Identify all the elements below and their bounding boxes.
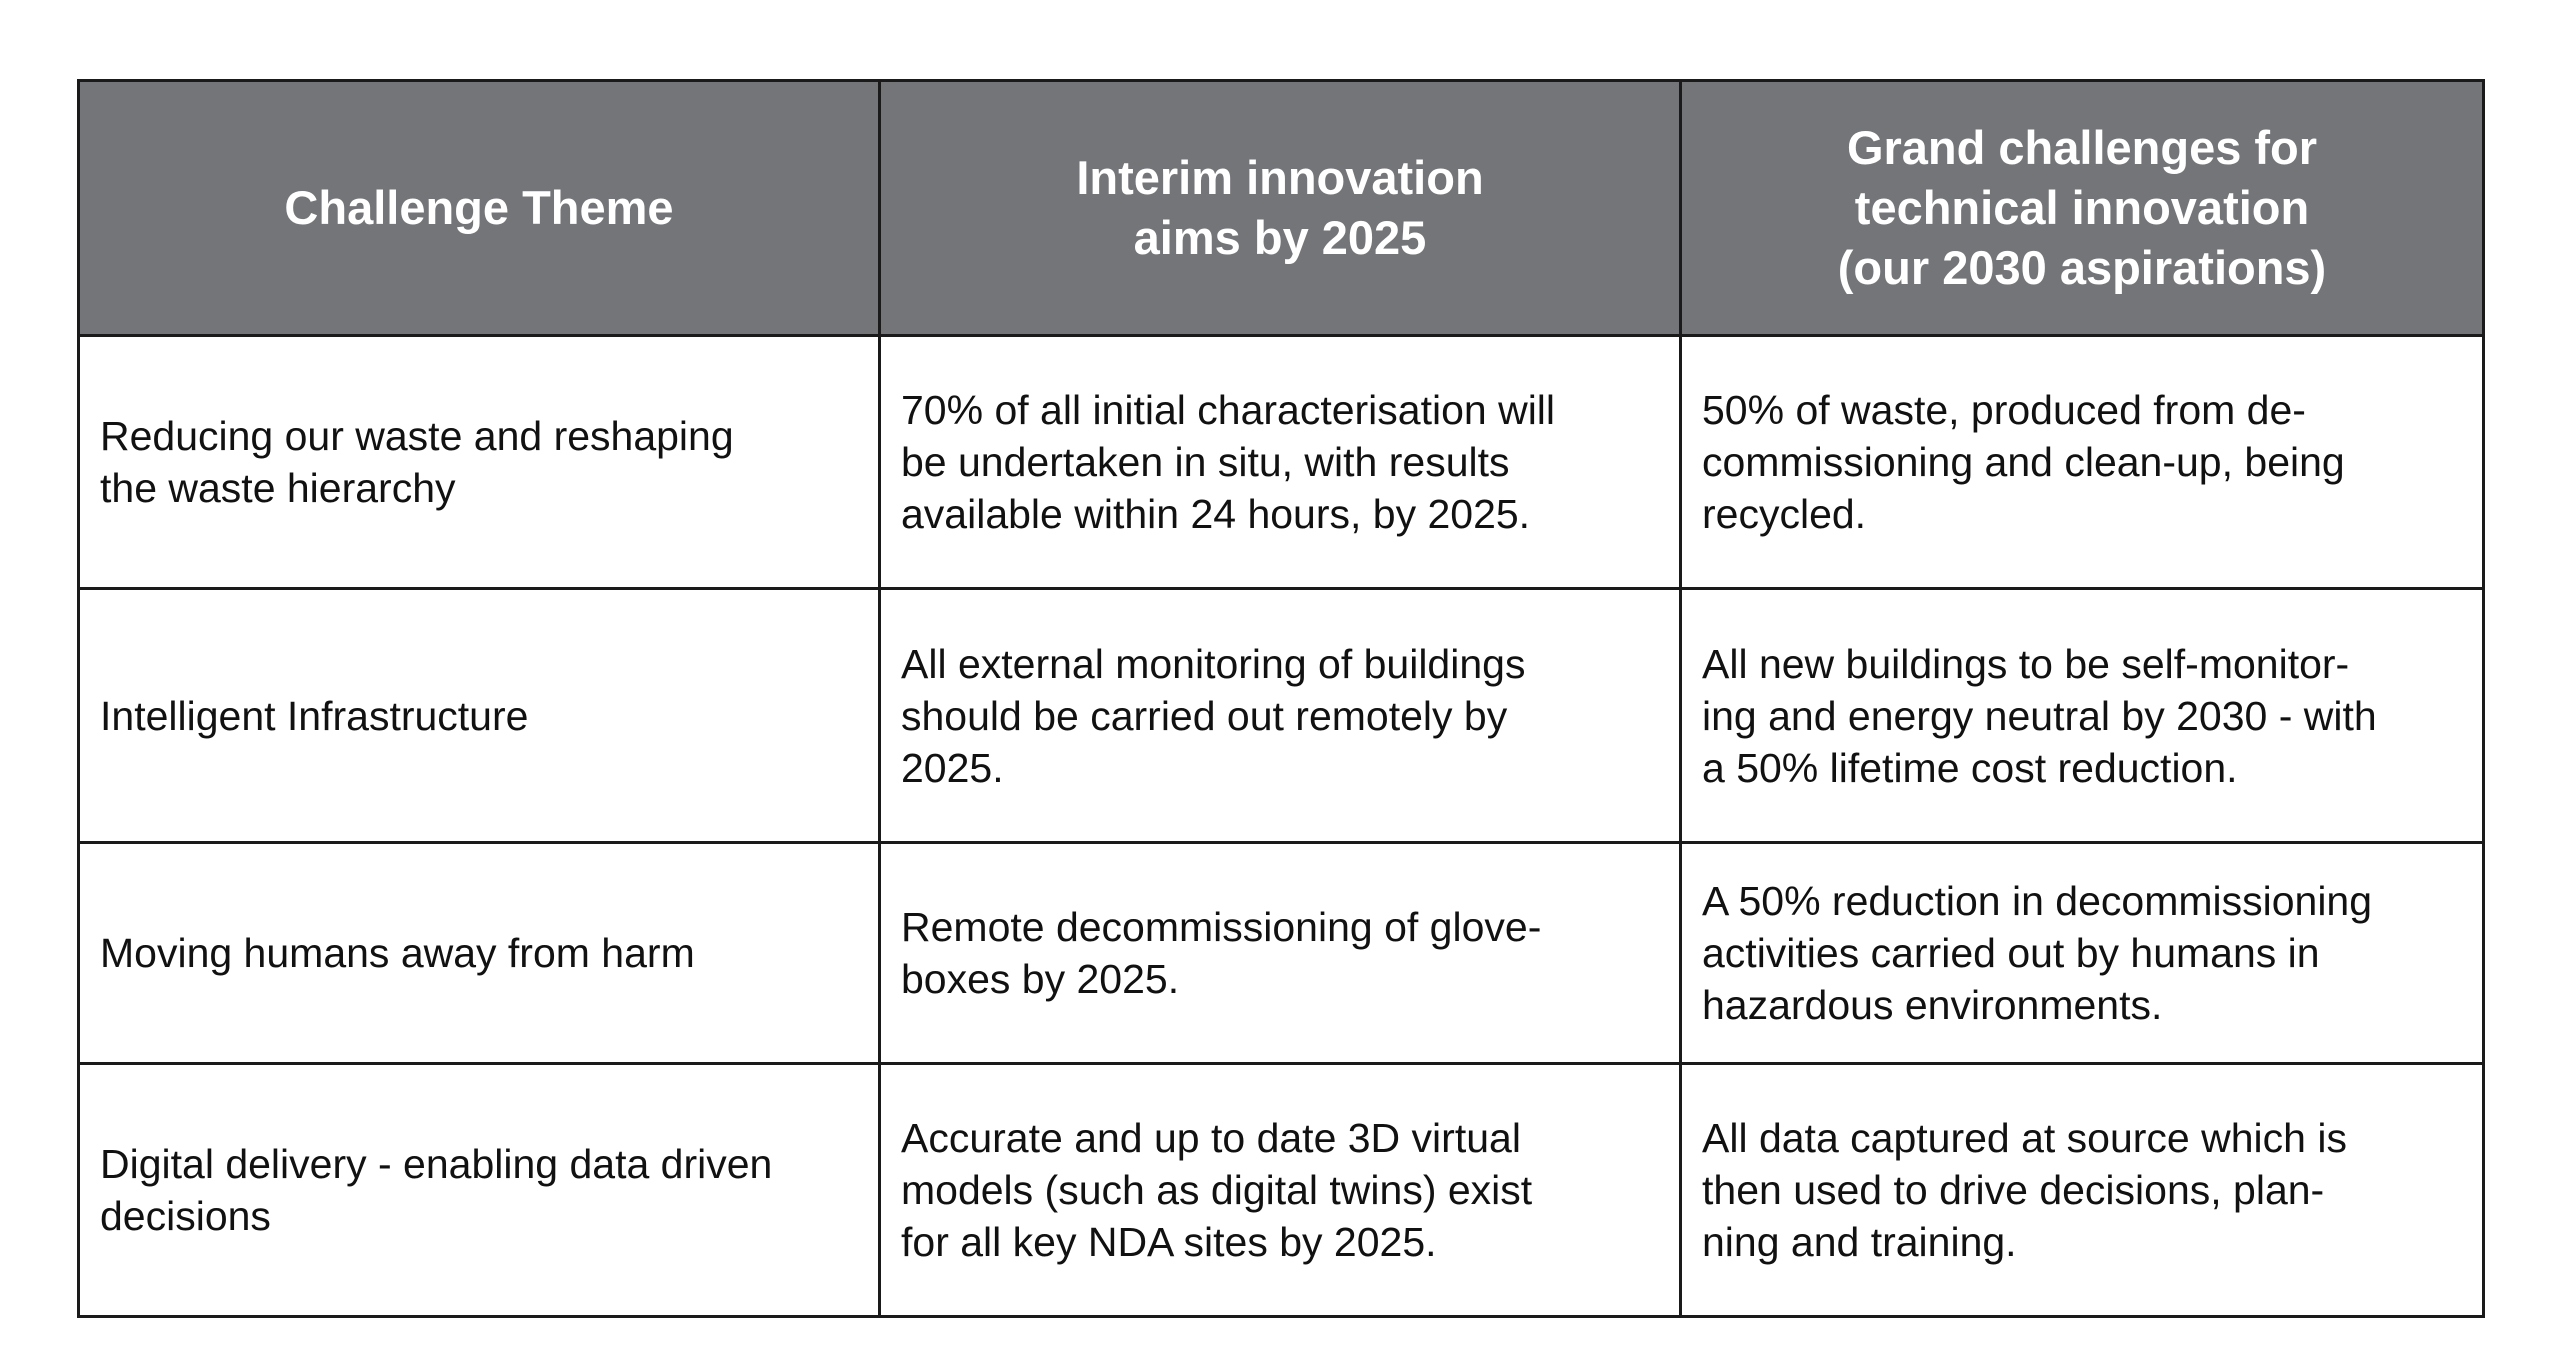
cell-theme: Reducing our waste and reshaping the waste hierarchy	[79, 336, 880, 589]
cell-theme: Digital delivery - enabling data driven decisions	[79, 1064, 880, 1317]
innovation-challenges-table	[77, 79, 2485, 1318]
cell-interim: Remote decommissioning of glove- boxes by 2025.	[880, 843, 1681, 1064]
table-row	[79, 1064, 2484, 1317]
cell-grand: 50% of waste, produced from de- commissioning and clean-up, being recycled.	[1681, 336, 2484, 589]
cell-grand: All data captured at source which is then used to drive decisions, plan- ning and training.	[1681, 1064, 2484, 1317]
header-interim-aims: Interim innovation aims by 2025	[880, 81, 1681, 336]
table-header-row	[79, 81, 2484, 336]
table-row	[79, 589, 2484, 843]
table-row	[79, 843, 2484, 1064]
cell-interim: All external monitoring of buildings should be carried out remotely by 2025.	[880, 589, 1681, 843]
cell-grand: All new buildings to be self-monitor- ing and energy neutral by 2030 - with a 50% lifetime cost reduction.	[1681, 589, 2484, 843]
header-grand-challenges: Grand challenges for technical innovation (our 2030 aspirations)	[1681, 81, 2484, 336]
header-challenge-theme: Challenge Theme	[79, 81, 880, 336]
cell-interim: 70% of all initial characterisation will be undertaken in situ, with results available within 24 hours, by 2025.	[880, 336, 1681, 589]
table-row	[79, 336, 2484, 589]
cell-grand: A 50% reduction in decommissioning activities carried out by humans in hazardous environments.	[1681, 843, 2484, 1064]
cell-theme: Moving humans away from harm	[79, 843, 880, 1064]
cell-theme: Intelligent Infrastructure	[79, 589, 880, 843]
cell-interim: Accurate and up to date 3D virtual models (such as digital twins) exist for all key NDA sites by 2025.	[880, 1064, 1681, 1317]
